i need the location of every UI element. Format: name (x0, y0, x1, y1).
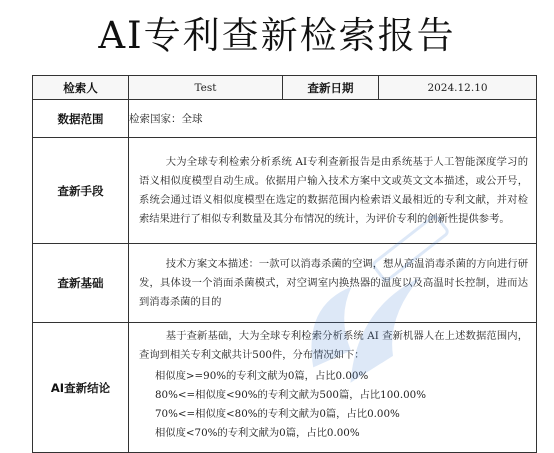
method-row (33, 138, 537, 244)
scope-row (33, 100, 537, 138)
method-cell (129, 138, 537, 244)
report-table (32, 75, 537, 453)
conclusion-item: 相似度<70%的专利文献为0篇，占比0.00% (155, 427, 360, 439)
basis-label: 查新基础 (33, 244, 129, 323)
basis-row (33, 244, 537, 323)
conclusion-item: 70%<=相似度<80%的专利文献为0篇，占比0.00% (155, 408, 400, 420)
searcher-label: 检索人 (33, 76, 129, 100)
basis-text: 技术方案文本描述：一款可以消毒杀菌的空调，想从高温消毒杀菌的方向进行研发，具体设一个消面杀菌模式，对空调室内换热器的温度以及高温时长控制，进而达到消毒杀菌的目的 (139, 257, 528, 308)
basis-cell (129, 244, 537, 323)
header-row (33, 76, 537, 100)
conclusion-row (33, 323, 537, 453)
report-title: AI专利查新检索报告 (98, 14, 456, 57)
conclusion-cell (129, 323, 537, 453)
conclusion-item: 相似度>=90%的专利文献为0篇，占比0.00% (155, 370, 369, 382)
method-text: 大为全球专利检索分析系统 AI专利查新报告是由系统基于人工智能深度学习的语义相似度模型自动生成。依据用户输入技术方案中文或英文文本描述，或公开号，系统会通过语义相似度模型在选定的数据范围内检索语义最相近的专利文献，并对检索结果进行了相似专利数量及其分布情况的统计，为评价专利的创新性提供参考。 (139, 155, 528, 225)
date-value: 2024.12.10 (379, 76, 537, 100)
conclusion-item: 80%<=相似度<90%的专利文献为500篇，占比100.00% (155, 389, 426, 401)
searcher-value: Test (129, 76, 283, 100)
scope-label: 数据范围 (33, 100, 129, 138)
conclusion-label: AI查新结论 (33, 323, 129, 453)
conclusion-list (129, 365, 536, 443)
method-label: 查新手段 (33, 138, 129, 244)
conclusion-intro: 基于查新基础，大为全球专利检索分析系统 AI 查新机器人在上述数据范围内，查询到相关专利文献共计500件，分布情况如下： (139, 330, 528, 361)
scope-value: 检索国家：全球 (129, 100, 537, 138)
date-label: 查新日期 (283, 76, 379, 100)
